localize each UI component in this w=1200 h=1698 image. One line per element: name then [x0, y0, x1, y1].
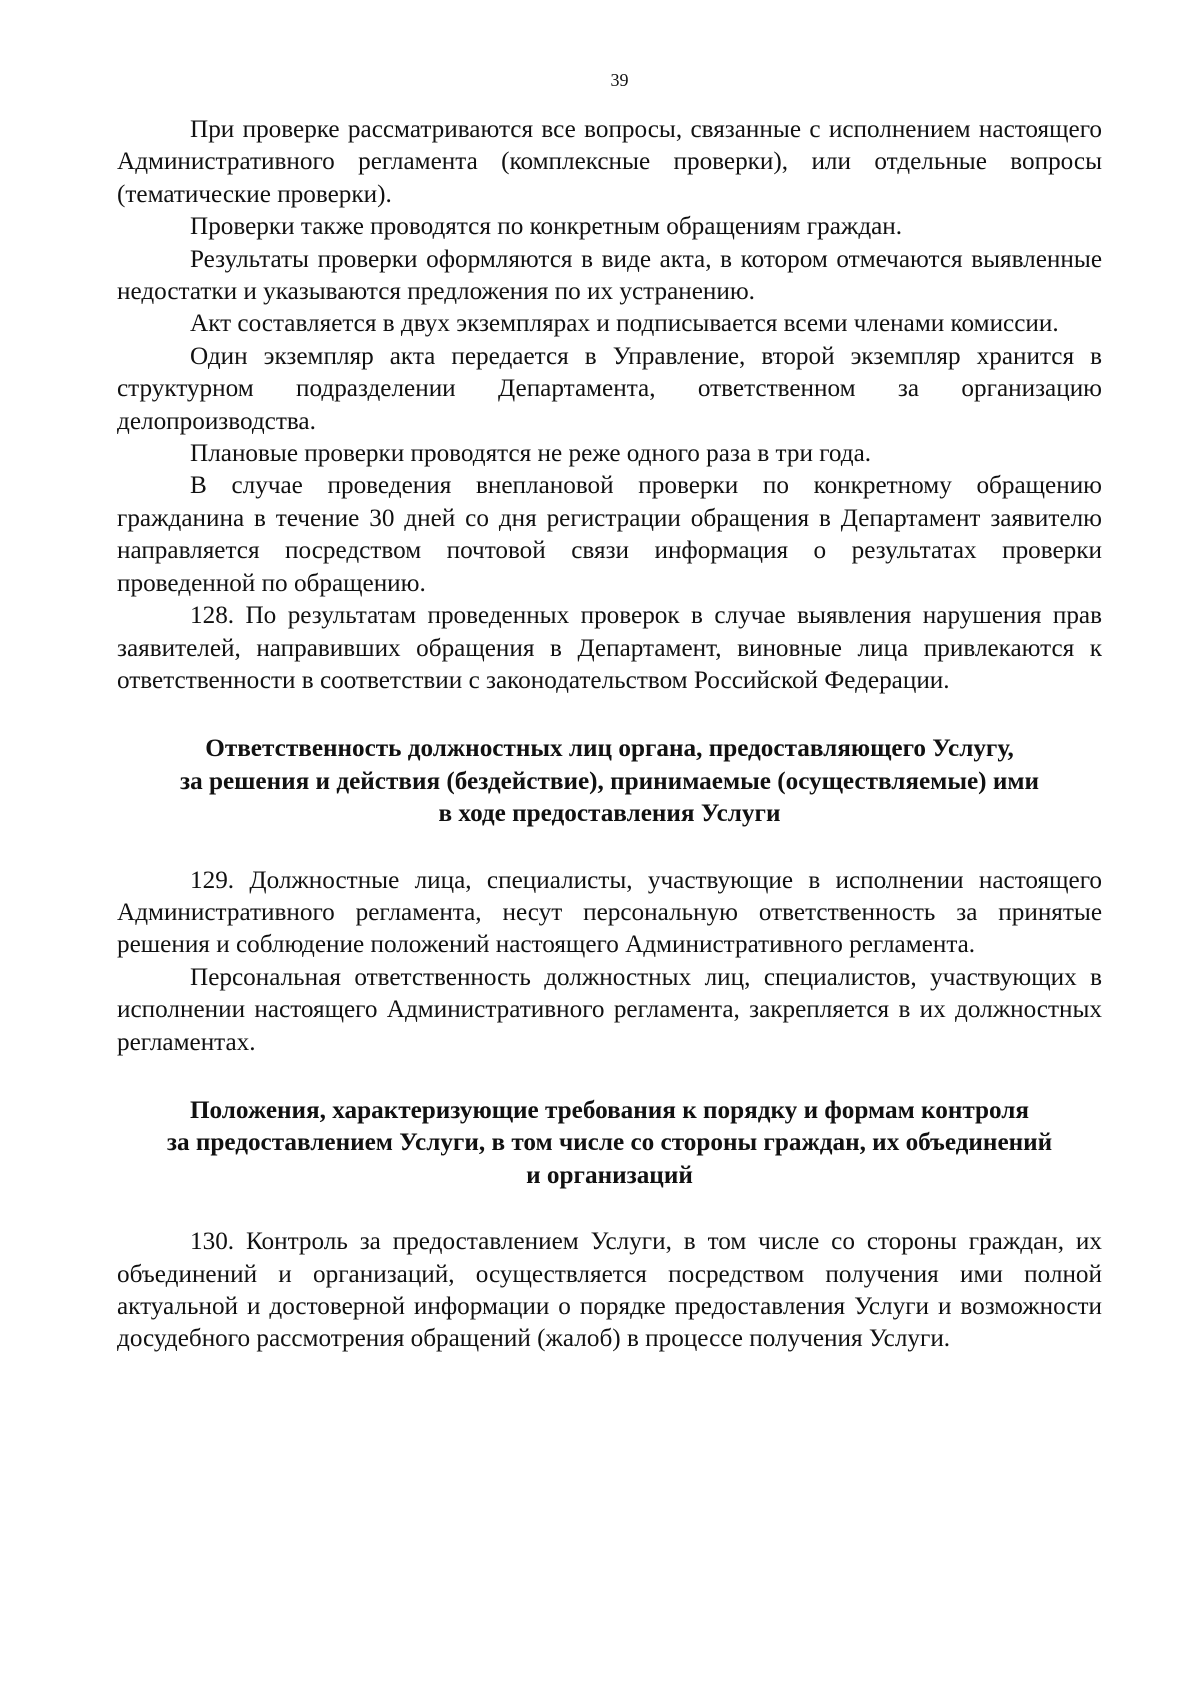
heading-line: за предоставлением Услуги, в том числе со стороны граждан, их объединений — [166, 1129, 1053, 1157]
page-number: 39 — [610, 70, 629, 90]
paragraph-129: 129. Должностные лица, специалисты, участвующие в исполнении настоящего Административного регламента, несут персональную ответственность за принятые решения и соблюдение положений настоящего Административного регламента. — [117, 866, 1102, 959]
section-heading-control-requirements — [117, 1095, 1102, 1192]
paragraph-act-storage: Один экземпляр акта передается в Управление, второй экземпляр хранится в структурном подразделении Департамента, ответственном за организацию делопроизводства. — [117, 342, 1102, 435]
paragraph-act-copies: Акт составляется в двух экземплярах и подписывается всеми членами комиссии. — [190, 310, 1059, 338]
heading-line: за решения и действия (бездействие), принимаемые (осуществляемые) ими — [179, 767, 1040, 795]
paragraph-inspection-appeals: Проверки также проводятся по конкретным обращениям граждан. — [190, 213, 903, 241]
heading-line: Положения, характеризующие требования к порядку и формам контроля — [189, 1096, 1030, 1124]
heading-line: в ходе предоставления Услуги — [438, 800, 781, 828]
paragraph-personal-responsibility: Персональная ответственность должностных лиц, специалистов, участвующих в исполнении настоящего Административного регламента, закрепляется в их должностных регламентах. — [117, 963, 1102, 1056]
paragraph-inspection-results: Результаты проверки оформляются в виде акта, в котором отмечаются выявленные недостатки и указываются предложения по их устранению. — [117, 245, 1102, 306]
paragraph-unscheduled-inspection: В случае проведения внеплановой проверки по конкретному обращению гражданина в течение 30 дней со дня регистрации обращения в Департамент заявителю направляется посредством почтовой связи информация о результатах проверки проведенной по обращению. — [117, 472, 1102, 597]
section-heading-responsibility — [117, 733, 1102, 830]
paragraph-128: 128. По результатам проведенных проверок в случае выявления нарушения прав заявителей, направивших обращения в Департамент, виновные лица привлекаются к ответственности в соответствии с законодательством Российской Федерации. — [117, 602, 1102, 694]
paragraph-planned-inspections: Плановые проверки проводятся не реже одного раза в три года. — [190, 440, 872, 468]
heading-line: и организаций — [526, 1161, 693, 1189]
paragraph-inspection-scope: При проверке рассматриваются все вопросы, связанные с исполнением настоящего Административного регламента (комплексные проверки), или отдельные вопросы (тематические проверки). — [117, 116, 1102, 208]
heading-line: Ответственность должностных лиц органа, предоставляющего Услугу, — [205, 735, 1014, 763]
paragraph-130: 130. Контроль за предоставлением Услуги, в том числе со стороны граждан, их объединений и организаций, осуществляется посредством получения ими полной актуальной и достоверной информации о порядке предоставления Услуги и возможности досудебного рассмотрения обращений (жалоб) в процессе получения Услуги. — [117, 1228, 1102, 1353]
